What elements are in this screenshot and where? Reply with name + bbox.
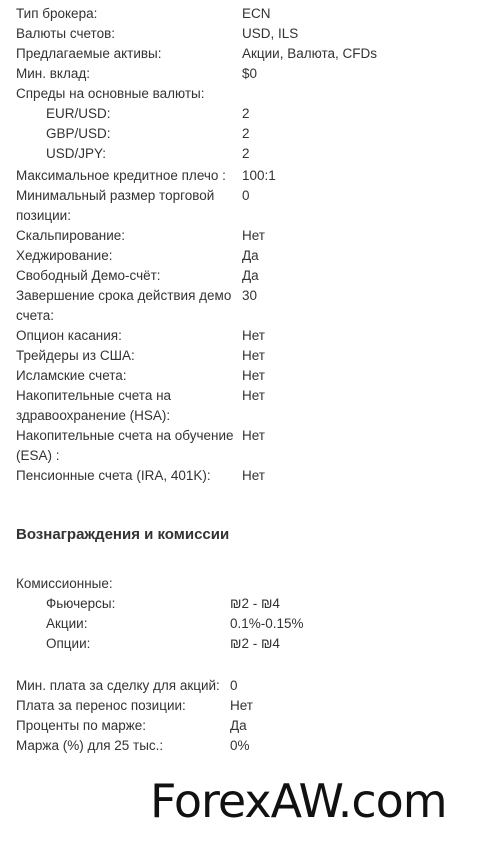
info-value: Нет: [242, 428, 265, 443]
info-label: Завершение срока действия демо счета:: [16, 288, 232, 323]
info-label: GBP/USD:: [46, 126, 111, 141]
info-value: 0.1%-0.15%: [230, 616, 304, 631]
info-value: USD, ILS: [242, 26, 299, 41]
info-label: Тип брокера:: [16, 6, 98, 21]
info-label: USD/JPY:: [46, 146, 107, 161]
info-label: Мин. вклад:: [16, 66, 90, 81]
info-label: EUR/USD:: [46, 106, 111, 121]
info-value: 2: [242, 106, 250, 121]
info-label: Максимальное кредитное плечо :: [16, 168, 226, 183]
info-value: ₪2 - ₪4: [230, 636, 280, 651]
info-value: ECN: [242, 6, 271, 21]
fees-heading: Вознаграждения и комиссии: [16, 526, 230, 543]
info-label: Фьючерсы:: [46, 596, 116, 611]
info-label: Свободный Демо-счёт:: [16, 268, 161, 283]
info-value: Нет: [230, 698, 253, 713]
info-value: Да: [242, 248, 259, 263]
info-value: Нет: [242, 348, 265, 363]
info-label: Плата за перенос позиции:: [16, 698, 186, 713]
info-label: Хеджирование:: [16, 248, 113, 263]
info-value: 2: [242, 126, 250, 141]
info-label: Накопительные счета на обучение (ESA) :: [16, 428, 234, 463]
info-label: Исламские счета:: [16, 368, 127, 383]
info-label: Маржа (%) для 25 тыс.:: [16, 738, 164, 753]
info-value: 0: [242, 188, 250, 203]
info-label: Опцион касания:: [16, 328, 122, 343]
info-value: Нет: [242, 388, 265, 403]
info-value: 0%: [230, 738, 250, 753]
info-value: 100:1: [242, 168, 276, 183]
info-value: Акции, Валюта, CFDs: [242, 46, 377, 61]
info-label: Накопительные счета на здравоохранение (HSA):: [16, 388, 172, 423]
info-value: Да: [242, 268, 259, 283]
info-value: Нет: [242, 468, 265, 483]
info-label: Опции:: [46, 636, 91, 651]
info-label: Минимальный размер торговой позиции:: [16, 188, 215, 223]
commissions-label: Комиссионные:: [16, 576, 113, 591]
info-value: 0: [230, 678, 238, 693]
info-value: Нет: [242, 228, 265, 243]
info-label: Трейдеры из США:: [16, 348, 135, 363]
info-label: Скальпирование:: [16, 228, 126, 243]
info-label: Проценты по марже:: [16, 718, 147, 733]
info-label: Мин. плата за сделку для акций:: [16, 678, 220, 693]
forexaw-watermark-logo: ForexAW.com: [150, 774, 447, 828]
info-value: ₪2 - ₪4: [230, 596, 280, 611]
info-value: 2: [242, 146, 250, 161]
info-label: Пенсионные счета (IRA, 401K):: [16, 468, 211, 483]
info-label: Спреды на основные валюты:: [16, 86, 205, 101]
info-value: Нет: [242, 368, 265, 383]
info-value: Нет: [242, 328, 265, 343]
info-label: Предлагаемые активы:: [16, 46, 162, 61]
info-label: Валюты счетов:: [16, 26, 116, 41]
info-value: Да: [230, 718, 247, 733]
info-label: Акции:: [46, 616, 88, 631]
info-value: 30: [242, 288, 258, 303]
info-value: $0: [242, 66, 258, 81]
